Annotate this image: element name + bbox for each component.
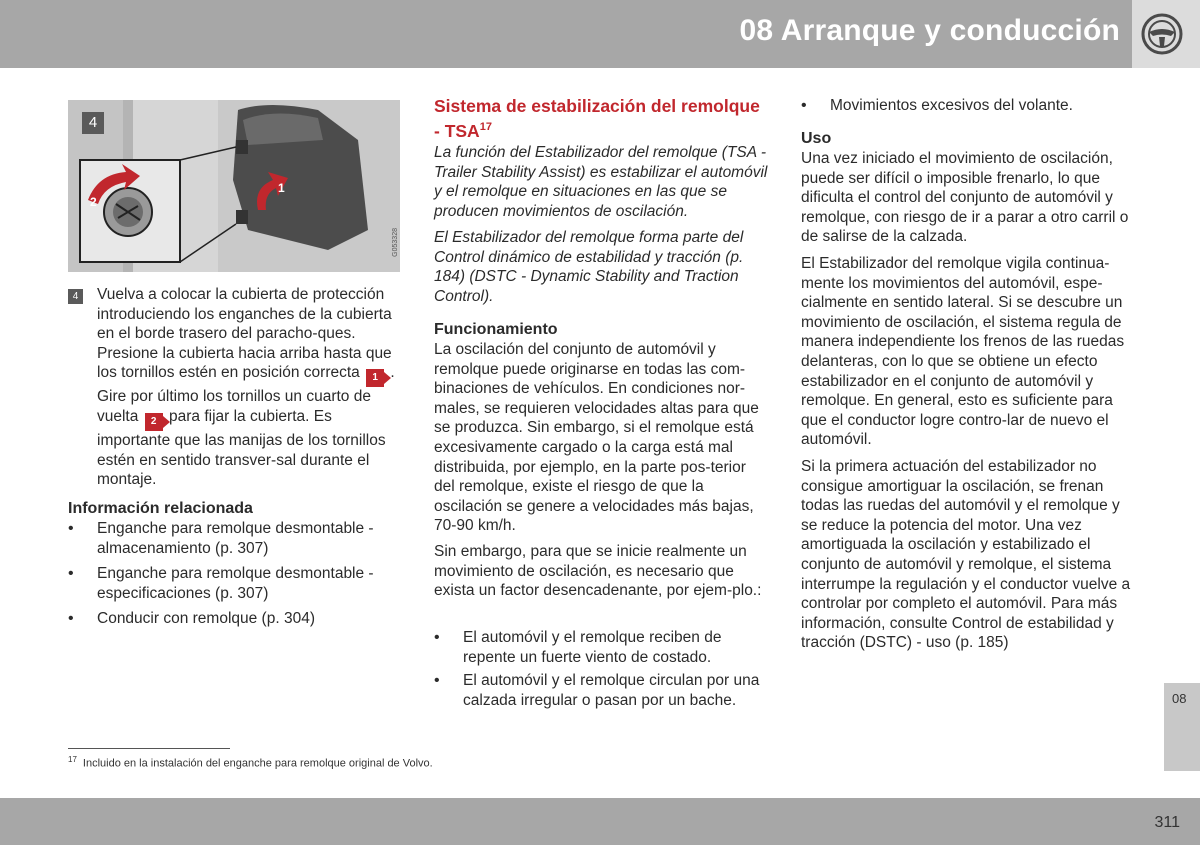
trigger-list-continued	[801, 96, 1137, 122]
related-info-list	[68, 519, 398, 635]
footnote-ref[interactable]: 17	[479, 121, 492, 133]
footnote-text: Incluido en la instalación del enganche para remolque original de Volvo.	[82, 757, 433, 770]
footnote-rule	[68, 748, 230, 749]
step-text	[97, 285, 407, 490]
page-number: 311	[1154, 814, 1180, 831]
footnote	[68, 755, 433, 770]
figure-step-number: 4	[82, 112, 104, 134]
steering-wheel-icon	[1140, 12, 1184, 56]
chapter-title: 08 Arranque y conducción	[739, 14, 1120, 47]
functioning-paragraph-1: La oscilación del conjunto de automóvil y remolque puede originarse en todas las com-binaciones de vehículos. En condiciones nor-males, se requieren velocidades altas para que se produzca. Sin embargo, si el remolque está excesivamente cargado o la carga está mal distribuida, por ejemplo, en la parte pos-terior del remolque, existe el riesgo de que la oscilación se genere a velocidades más bajas, 70-90 km/h.	[434, 341, 759, 535]
functioning-paragraph-2: Sin embargo, para que se inicie realmente un movimiento de oscilación, es necesario que exista un factor desencadenante, por ejem-plo.:	[434, 543, 762, 600]
footnote-mark: 17	[68, 755, 77, 764]
tsa-intro-1: La función del Estabilizador del remolque (TSA -Trailer Stability Assist) es estabilizar el automóvil y el remolque en situaciones en las que se producen movimientos de oscilación.	[434, 144, 768, 220]
use-heading: Uso	[801, 130, 832, 147]
arrow-1-label: 1	[278, 181, 285, 195]
use-paragraph-2: El Estabilizador del remolque vigila continua-mente los movimientos del automóvil, espe-cialmente en sentido lateral. Si se descubre un movimiento de oscilación, el sistema regula de manera independiente los frenos de las ruedas delanteras, con lo que se obtiene un efecto estabilizador en el conjunto de automóvil y remolque. En general, esto es suficiente para que el conductor logre contro-lar de nuevo el automóvil.	[801, 255, 1125, 449]
list-item: • El automóvil y el remolque circulan por una calzada irregular o pasan por un bache.	[434, 671, 768, 710]
step-text-c: para fijar la cubierta. Es importante que las manijas de los tornillos estén en sentido transver-sal durante el montaje.	[97, 407, 386, 489]
callout-2-icon: 2	[145, 413, 163, 431]
page-header	[0, 0, 1200, 68]
use-paragraph-3: Si la primera actuación del estabilizador no consigue amortiguar la oscilación, se frenan todas las ruedas del automóvil y el remolque y se reduce la potencia del motor. Una vez amortiguada la oscilación y estabilizado el conjunto de automóvil y remolque, el sistema interrumpe la regulación y el conductor vuelve a controlar por completo el automóvil. Para más información, consulte Control de estabilidad y tracción (DSTC) - uso (p. 185)	[801, 458, 1131, 652]
trigger-list	[434, 628, 768, 716]
tsa-intro-2: El Estabilizador del remolque forma parte del Control dinámico de estabilidad y tracción (p. 184) (DSTC - Dynamic Stability and Traction Control).	[434, 229, 744, 305]
list-item: • Movimientos excesivos del volante.	[801, 96, 1137, 116]
callout-1-icon: 1	[366, 369, 384, 387]
chapter-side-tab	[1164, 683, 1200, 771]
related-link[interactable]: • Enganche para remolque desmontable - especificaciones (p. 307)	[68, 564, 398, 603]
step-number-badge: 4	[68, 289, 83, 304]
chapter-icon-box	[1132, 0, 1200, 68]
arrow-2-label: 2	[90, 195, 97, 209]
functioning-heading: Funcionamiento	[434, 321, 558, 338]
related-info-title: Información relacionada	[68, 500, 253, 517]
illustration-drawing	[68, 100, 400, 272]
step-text-a: Vuelva a colocar la cubierta de protección introduciendo los enganches de la cubierta en el borde trasero del paracho-ques. Presione la cubierta hacia arriba hasta que los tornillos estén en posición correcta	[97, 286, 392, 382]
use-paragraph-1: Una vez iniciado el movimiento de oscilación, puede ser difícil o imposible frenarlo, lo que dificulta el control del conjunto de automóvil y remolque, con riesgo de ir a parar a otro carril o de salirse de la calzada.	[801, 150, 1129, 246]
list-item: • El automóvil y el remolque reciben de repente un fuerte viento de costado.	[434, 628, 768, 667]
chapter-side-tab-label: 08	[1172, 691, 1187, 706]
page-footer	[0, 798, 1200, 845]
figure-code: G053328	[392, 228, 399, 257]
illustration-tow-bar-cover	[68, 100, 400, 272]
related-link[interactable]: • Conducir con remolque (p. 304)	[68, 609, 398, 629]
step-text-b: . Gire por último los tornillos un cuarto de vuelta	[97, 364, 395, 425]
section-title-tsa	[434, 96, 768, 142]
related-link[interactable]: • Enganche para remolque desmontable - almacenamiento (p. 307)	[68, 519, 398, 558]
section-title-text: Sistema de estabilización del remolque - TSA	[434, 96, 760, 141]
